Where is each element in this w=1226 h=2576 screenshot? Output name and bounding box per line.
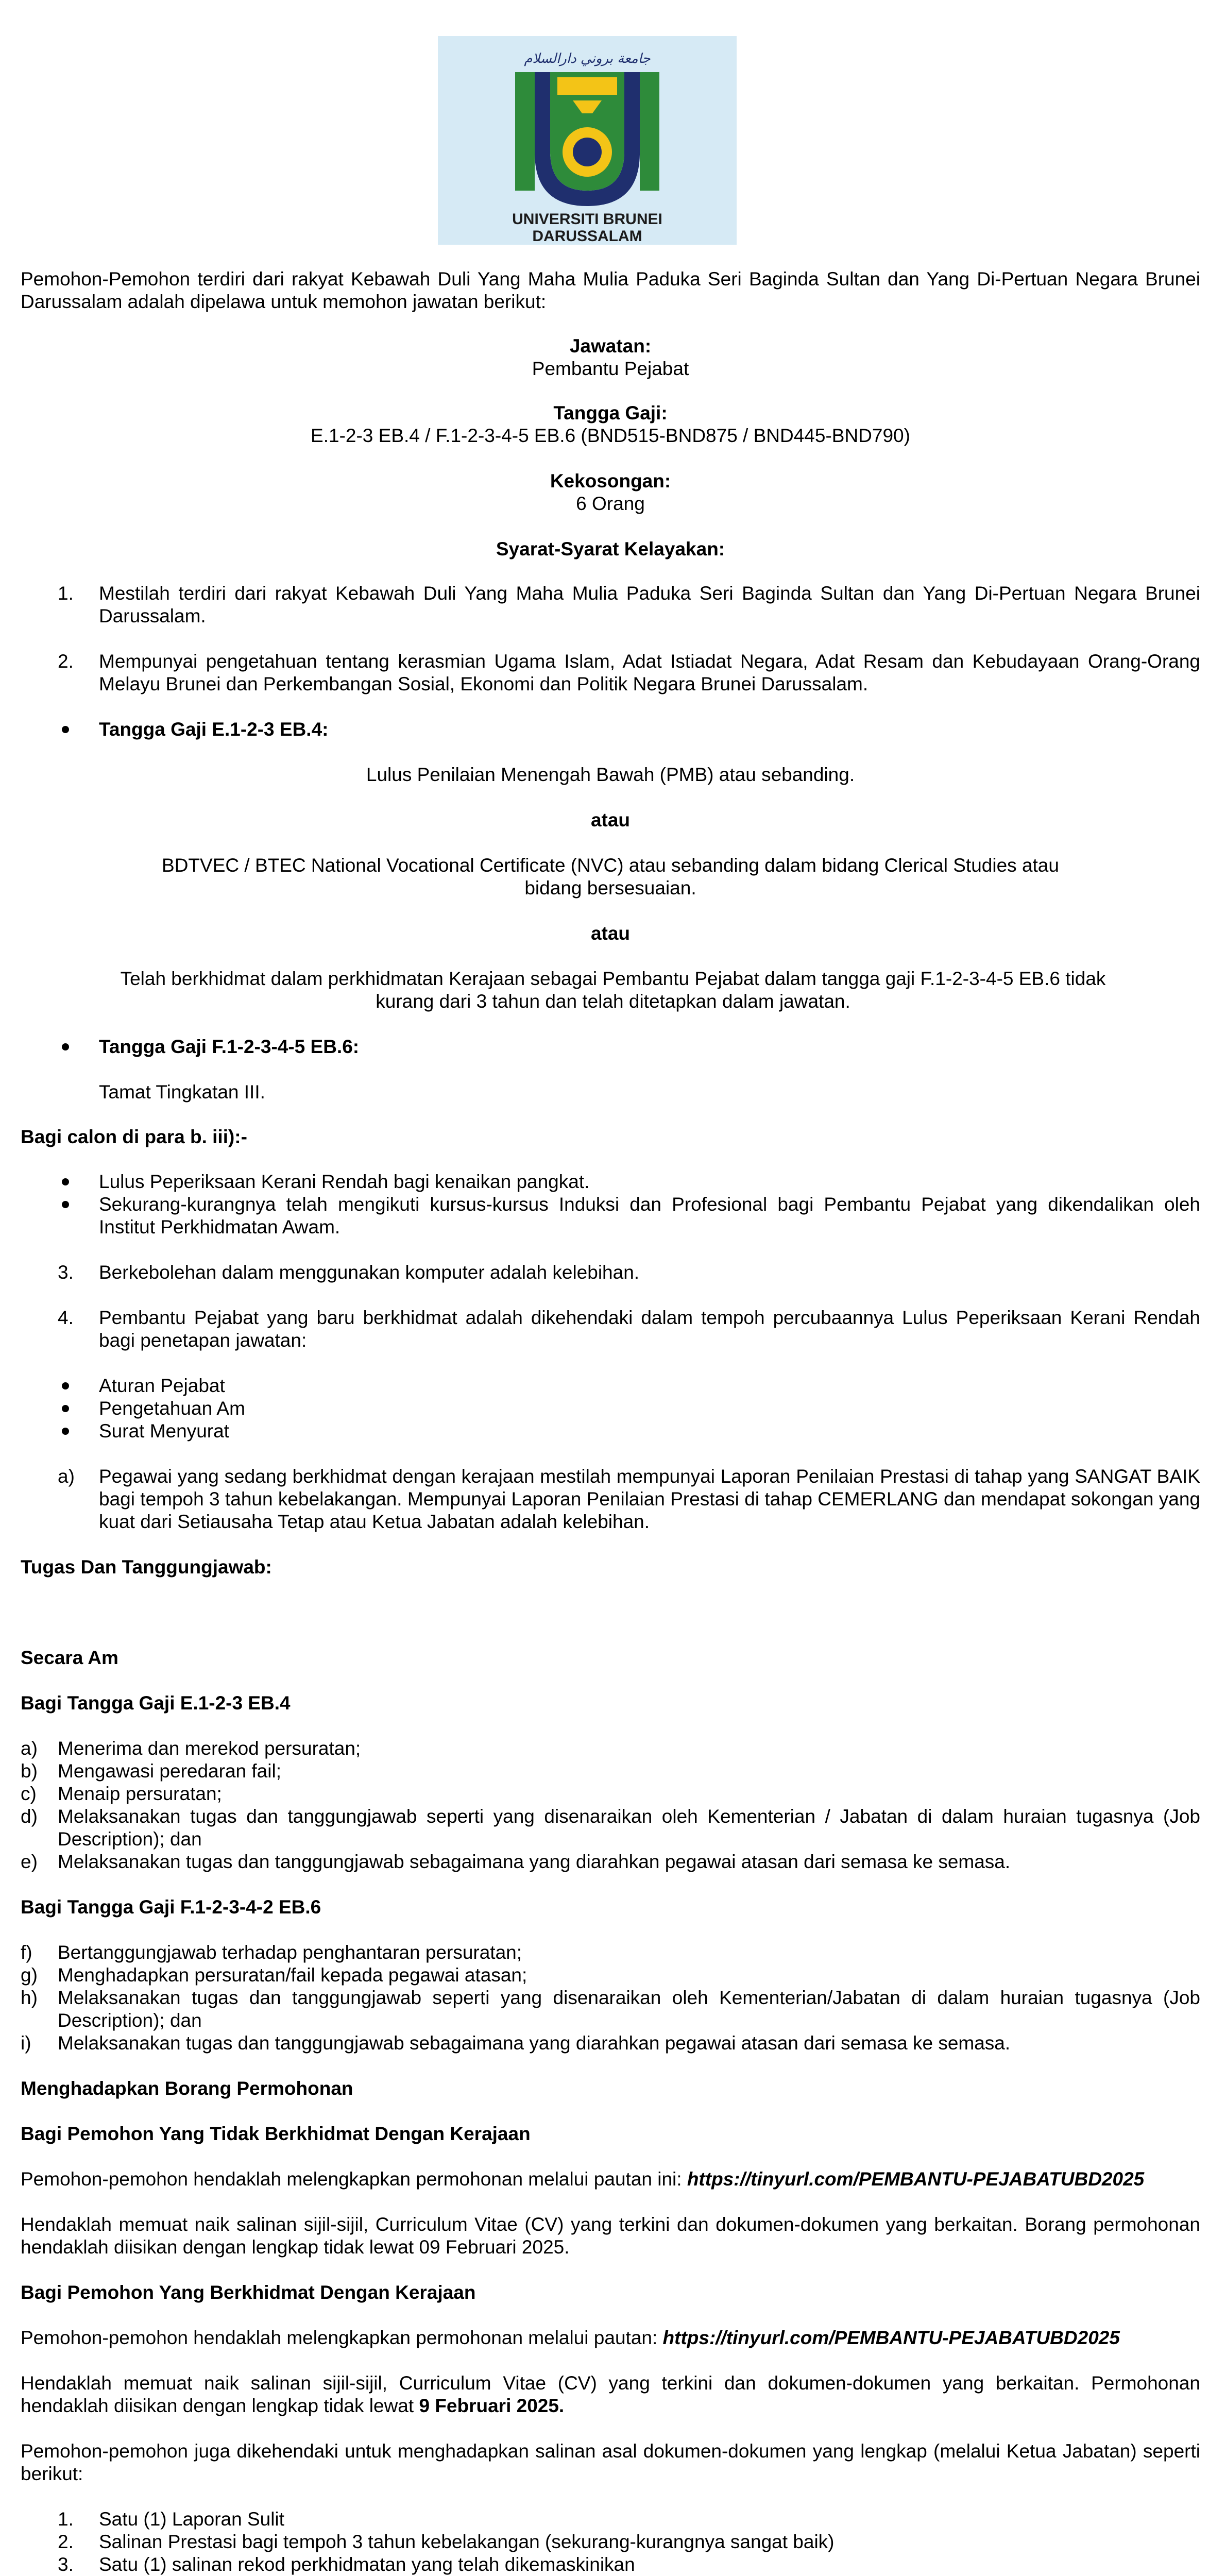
bagi-calon-item: Sekurang-kurangnya telah mengikuti kursus-kursus Induksi dan Profesional bagi Pembantu Pejabat yang dikendalikan oleh Institut Perkhidmatan Awam. xyxy=(99,1194,1200,1238)
duty-label: h) xyxy=(21,1987,38,2008)
duty-label: c) xyxy=(21,1783,37,1804)
syarat-text: Mestilah terdiri dari rakyat Kebawah Duli Yang Maha Mulia Paduka Seri Baginda Sultan dan Yang Di-Pertuan Negara Brunei Darussalam. xyxy=(99,583,1200,626)
university-logo xyxy=(438,36,737,245)
tugas-heading: Tugas Dan Tanggungjawab: xyxy=(21,1556,272,1578)
e-grade-option-3: Telah berkhidmat dalam perkhidmatan Kerajaan sebagai Pembantu Pejabat dalam tangga gaji F.1-2-3-4-5 EB.6 tidak kurang dari 3 tahun dan telah ditetapkan dalam jawatan. xyxy=(120,968,1106,1012)
doc-text: Satu (1) Laporan Sulit xyxy=(99,2509,284,2530)
application-link[interactable]: https://tinyurl.com/PEMBANTU-PEJABATUBD2025 xyxy=(662,2327,1120,2348)
doc-text: Satu (1) salinan rekod perkhidmatan yang telah dikemaskinikan xyxy=(99,2554,635,2575)
syarat-num: 1. xyxy=(58,583,74,604)
duty-text: Menerima dan merekod persuratan; xyxy=(58,1738,361,1759)
e-grade-title: Tangga Gaji E.1-2-3 EB.4: xyxy=(99,719,329,740)
item-4-bullet: Pengetahuan Am xyxy=(99,1398,245,1419)
non-gov-link-line xyxy=(21,2168,1200,2191)
item-4-bullet: Aturan Pejabat xyxy=(99,1375,225,1396)
duty-label: e) xyxy=(21,1851,38,1872)
crest-green-left xyxy=(515,72,535,191)
duty-label: g) xyxy=(21,1964,38,1986)
duty-text: Mengawasi peredaran fail; xyxy=(58,1760,281,1782)
logo-arabic-text: جامعة بروني دارالسلام xyxy=(524,51,651,66)
non-gov-heading: Bagi Pemohon Yang Tidak Berkhidmat Dengan Kerajaan xyxy=(21,2123,531,2144)
item-3-text: Berkebolehan dalam menggunakan komputer adalah kelebihan. xyxy=(99,1262,640,1283)
item-4-num: 4. xyxy=(58,1307,74,1328)
non-gov-link-prefix: Pemohon-pemohon hendaklah melengkapkan permohonan melalui pautan ini: xyxy=(21,2168,687,2190)
bullet-icon xyxy=(62,726,69,733)
duty-text: Melaksanakan tugas dan tanggungjawab sebagaimana yang diarahkan pegawai atasan dari semasa ke semasa. xyxy=(58,2032,1011,2054)
bullet-icon xyxy=(62,1428,69,1435)
bagi-calon-heading: Bagi calon di para b. iii):- xyxy=(21,1126,247,1147)
duty-label: f) xyxy=(21,1942,32,1963)
duties-f-heading: Bagi Tangga Gaji F.1-2-3-4-2 EB.6 xyxy=(21,1896,321,1918)
bagi-calon-item: Lulus Peperiksaan Kerani Rendah bagi kenaikan pangkat. xyxy=(99,1171,590,1192)
gov-heading: Bagi Pemohon Yang Berkhidmat Dengan Kerajaan xyxy=(21,2282,476,2303)
gov-also: Pemohon-pemohon juga dikehendaki untuk menghadapkan salinan asal dokumen-dokumen yang lengkap (melalui Ketua Jabatan) seperti berikut: xyxy=(21,2441,1200,2484)
application-link[interactable]: https://tinyurl.com/PEMBANTU-PEJABATUBD2025 xyxy=(687,2168,1145,2190)
non-gov-note: Hendaklah memuat naik salinan sijil-sijil, Curriculum Vitae (CV) yang terkini dan dokumen-dokumen yang berkaitan. Borang permohonan hendaklah diisikan dengan lengkap tidak lewat 09 Februari 2025. xyxy=(21,2214,1200,2258)
gaji-label: Tangga Gaji: xyxy=(553,402,668,423)
jawatan-value: Pembantu Pejabat xyxy=(532,358,689,379)
duty-label: d) xyxy=(21,1806,38,1827)
e-grade-option-1: Lulus Penilaian Menengah Bawah (PMB) atau sebanding. xyxy=(366,764,855,785)
doc-num: 3. xyxy=(58,2554,74,2575)
intro-paragraph: Pemohon-Pemohon terdiri dari rakyat Kebawah Duli Yang Maha Mulia Paduka Seri Baginda Sultan dan Yang Di-Pertuan Negara Brunei Darussalam adalah dipelawa untuk memohon jawatan berikut: xyxy=(21,268,1200,312)
duty-text: Menaip persuratan; xyxy=(58,1783,222,1804)
doc-num: 1. xyxy=(58,2509,74,2530)
gaji-value: E.1-2-3 EB.4 / F.1-2-3-4-5 EB.6 (BND515-BND875 / BND445-BND790) xyxy=(311,425,910,446)
doc-text: Salinan Prestasi bagi tempoh 3 tahun kebelakangan (sekurang-kurangnya sangat baik) xyxy=(99,2531,835,2552)
bullet-icon xyxy=(62,1043,69,1050)
bullet-icon xyxy=(62,1382,69,1389)
atau-label: atau xyxy=(590,923,631,944)
atau-label: atau xyxy=(590,809,631,831)
crest-green-right xyxy=(640,72,659,191)
duty-label: b) xyxy=(21,1760,38,1782)
gov-link-prefix: Pemohon-pemohon hendaklah melengkapkan permohonan melalui pautan: xyxy=(21,2327,663,2348)
e-grade-option-2: BDTVEC / BTEC National Vocational Certificate (NVC) atau sebanding dalam bidang Clerical Studies atau bidang bersesuaian. xyxy=(162,855,1059,899)
jawatan-label: Jawatan: xyxy=(569,335,652,357)
borang-heading: Menghadapkan Borang Permohonan xyxy=(21,2078,353,2099)
item-4-text: Pembantu Pejabat yang baru berkhidmat adalah dikehendaki dalam tempoh percubaannya Lulus Peperiksaan Kerani Rendah bagi penetapan jawatan: xyxy=(99,1307,1200,1351)
crest-book xyxy=(557,77,617,95)
duty-text: Melaksanakan tugas dan tanggungjawab seperti yang disenaraikan oleh Kementerian/Jabatan di dalam huraian tugasnya (Job Description); dan xyxy=(58,1987,1200,2031)
secara-am-heading: Secara Am xyxy=(21,1647,118,1668)
logo-name-line2: DARUSSALAM xyxy=(532,228,642,245)
bullet-icon xyxy=(62,1178,69,1185)
logo-name-line1: UNIVERSITI BRUNEI xyxy=(512,211,662,228)
bullet-icon xyxy=(62,1405,69,1412)
f-grade-requirement: Tamat Tingkatan III. xyxy=(99,1081,265,1103)
doc-num: 2. xyxy=(58,2531,74,2552)
f-grade-title: Tangga Gaji F.1-2-3-4-5 EB.6: xyxy=(99,1036,360,1057)
item-4-bullet: Surat Menyurat xyxy=(99,1420,229,1442)
bullet-icon xyxy=(62,1201,69,1208)
duties-e-heading: Bagi Tangga Gaji E.1-2-3 EB.4 xyxy=(21,1692,291,1714)
duty-label: a) xyxy=(21,1738,38,1759)
gov-link-line xyxy=(21,2327,1200,2349)
syarat-heading: Syarat-Syarat Kelayakan: xyxy=(496,538,725,560)
kekosongan-label: Kekosongan: xyxy=(550,470,671,492)
gov-deadline: 9 Februari 2025. xyxy=(419,2395,565,2416)
item-a-label: a) xyxy=(58,1466,75,1487)
duty-text: Melaksanakan tugas dan tanggungjawab sebagaimana yang diarahkan pegawai atasan dari semasa ke semasa. xyxy=(58,1851,1011,1872)
syarat-num: 2. xyxy=(58,651,74,672)
item-3-num: 3. xyxy=(58,1262,74,1283)
kekosongan-value: 6 Orang xyxy=(576,493,645,514)
item-a-text: Pegawai yang sedang berkhidmat dengan kerajaan mestilah mempunyai Laporan Penilaian Prestasi di tahap yang SANGAT BAIK bagi tempoh 3 tahun kebelakangan. Mempunyai Laporan Penilaian Prestasi di tahap CEMERLANG dan mendapat sokongan yang kuat dari Setiausaha Tetap atau Ketua Jabatan adalah kelebihan. xyxy=(99,1466,1200,1532)
gov-note xyxy=(21,2372,1200,2417)
duty-text: Melaksanakan tugas dan tanggungjawab seperti yang disenaraikan oleh Kementerian / Jabatan di dalam huraian tugasnya (Job Description); dan xyxy=(58,1806,1200,1850)
gov-note-prefix: Hendaklah memuat naik salinan sijil-sijil, Curriculum Vitae (CV) yang terkini dan dokumen-dokumen yang berkaitan. Permohonan hendaklah diisikan dengan lengkap tidak lewat xyxy=(21,2372,1200,2416)
university-crest-icon xyxy=(438,36,737,245)
duty-label: i) xyxy=(21,2032,31,2054)
crest-emblem-inner xyxy=(573,138,602,166)
duty-text: Menghadapkan persuratan/fail kepada pegawai atasan; xyxy=(58,1964,527,1986)
duty-text: Bertanggungjawab terhadap penghantaran persuratan; xyxy=(58,1942,522,1963)
syarat-text: Mempunyai pengetahuan tentang kerasmian Ugama Islam, Adat Istiadat Negara, Adat Resam dan Kebudayaan Orang-Orang Melayu Brunei dan Perkembangan Sosial, Ekonomi dan Politik Negara Brunei Darussalam. xyxy=(99,651,1200,694)
